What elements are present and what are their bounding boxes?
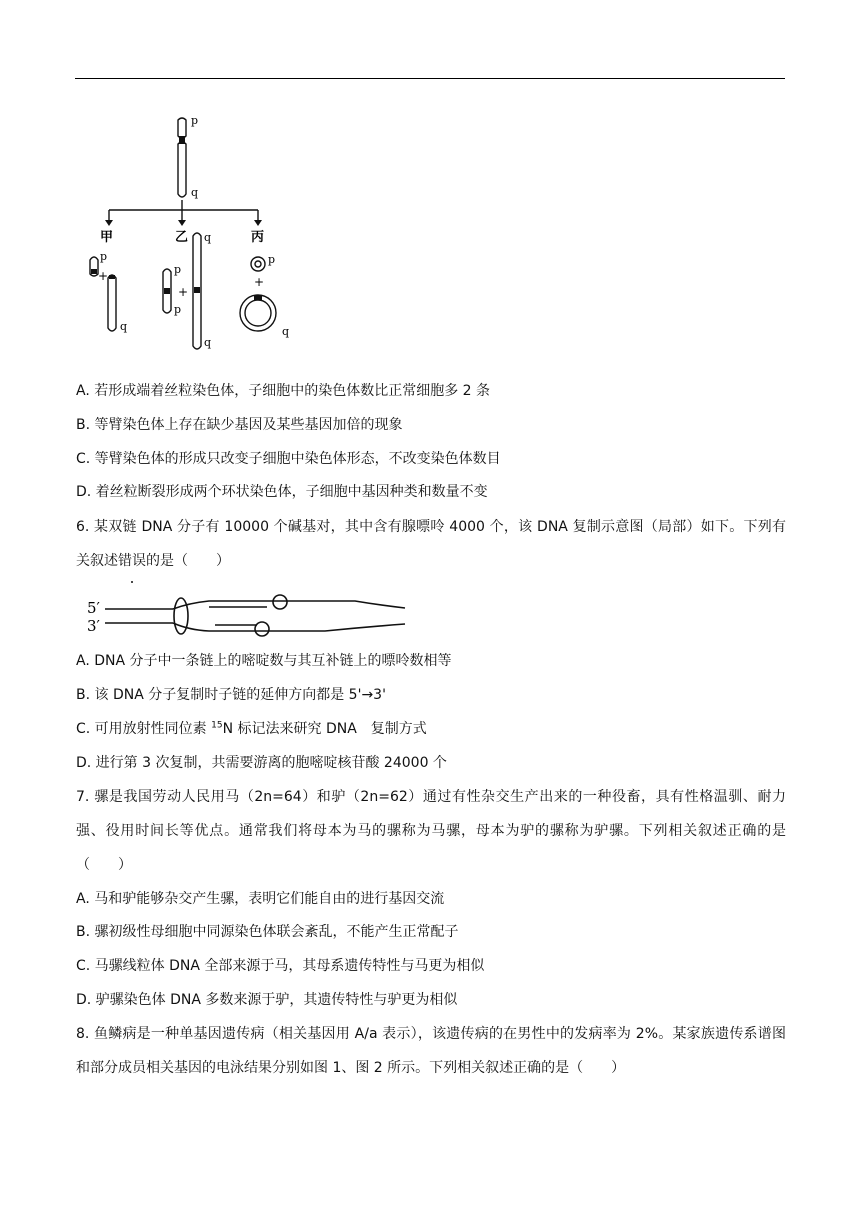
label-top-q: q (191, 186, 199, 199)
helicase (174, 598, 188, 634)
q6-stem (76, 510, 786, 578)
q7-option-c: C. 马骡线粒体 DNA 全部来源于马，其母系遗传特性与马更为相似 (76, 958, 485, 974)
top-chromosome-q-arm (178, 142, 186, 197)
q7-stem: 7. 骡是我国劳动人民用马（2n=64）和驴（2n=62）通过有性杂交生产出来的一种役畜，具有性格温驯、耐力强、役用时间长等优点。通常我们将母本为马的骡称为马骡，母本为驴的骡称为驴骡。下列相关叙述正确的是（ ） (76, 789, 786, 873)
q6-option-a: A. DNA 分子中一条链上的嘧啶数与其互补链上的嘌呤数相等 (76, 653, 452, 669)
yi-label-q-bottom: q (204, 336, 212, 349)
q6-option-c-text: C. 可用放射性同位素 (76, 721, 212, 737)
q6-option-c-tail: N 标记法来研究 DNA 复制方式 (222, 721, 427, 737)
jia-label-q: q (120, 320, 128, 333)
label-jia: 甲 (100, 230, 114, 245)
q8-stem: 8. 鱼鳞病是一种单基因遗传病（相关基因用 A/a 表示），该遗传病的在男性中的发病率为 2%。某家族遗传系谱图和部分成员相关基因的电泳结果分别如图 1、图 2 所示。下列相关叙述正确的是（ ） (76, 1026, 786, 1076)
bing-label-p: p (268, 253, 276, 266)
label-yi: 乙 (175, 230, 189, 245)
parent-strand-top (173, 601, 405, 609)
q6-option-c (76, 719, 427, 739)
q6-option-d: D. 进行第 3 次复制，共需要游离的胞嘧啶核苷酸 24000 个 (76, 755, 447, 771)
q5-option-c: C. 等臂染色体的形成只改变子细胞中染色体形态，不改变染色体数目 (76, 451, 501, 467)
polymerase-bottom (255, 622, 269, 636)
bing-q-ring-inner (245, 300, 271, 326)
q5-option-b: B. 等臂染色体上存在缺少基因及某些基因加倍的现象 (76, 417, 403, 433)
header-rule (75, 78, 785, 79)
isotope-mass-number: 15 (211, 720, 223, 731)
jia-q-chromosome (108, 275, 116, 331)
bing-p-ring-inner (255, 261, 261, 267)
label-5-prime: 5′ (87, 599, 100, 617)
q7-option-b: B. 骡初级性母细胞中同源染色体联会紊乱，不能产生正常配子 (76, 924, 459, 940)
yi-label-p-top: p (174, 263, 182, 276)
bing-p-ring-outer (251, 257, 265, 271)
dna-replication-figure (85, 592, 410, 640)
q6-stem-text: 6. 某双链 DNA 分子有 10000 个碱基对，其中含有腺嘌呤 4000 个，该 DNA 复制示意图（局部）如下。下列有关叙述 (76, 519, 786, 569)
yi-label-q-top: q (204, 231, 212, 244)
q7-option-d: D. 驴骡染色体 DNA 多数来源于驴，其遗传特性与驴更为相似 (76, 992, 458, 1008)
q6-stem-emphasis (118, 544, 146, 578)
polymerase-top (273, 595, 287, 609)
q7-option-a: A. 马和驴能够杂交产生骡，表明它们能自由的进行基因交流 (76, 891, 445, 907)
bing-label-q: q (282, 325, 290, 338)
label-top-p: p (191, 114, 199, 127)
chromosome-division-figure (80, 110, 310, 360)
label-3-prime: 3′ (87, 617, 100, 635)
bing-plus: + (254, 275, 265, 289)
q6-stem-emph-text: 错误 (118, 553, 146, 569)
parent-strand-bottom (173, 623, 405, 631)
q5-option-d: D. 着丝粒断裂形成两个环状染色体，子细胞中基因种类和数量不变 (76, 484, 488, 500)
top-centromere (179, 136, 185, 144)
q6-option-b: B. 该 DNA 分子复制时子链的延伸方向都是 5'→3' (76, 687, 386, 703)
jia-plus: + (98, 269, 109, 283)
yi-label-p-bottom: p (174, 303, 182, 316)
label-bing: 丙 (251, 230, 265, 245)
jia-label-p: p (100, 250, 108, 263)
top-chromosome-p-arm (178, 118, 186, 138)
yi-plus: + (178, 285, 189, 299)
q5-option-a: A. 若形成端着丝粒染色体，子细胞中的染色体数比正常细胞多 2 条 (76, 383, 491, 399)
q6-stem-tail: 的是（ ） (146, 553, 230, 569)
